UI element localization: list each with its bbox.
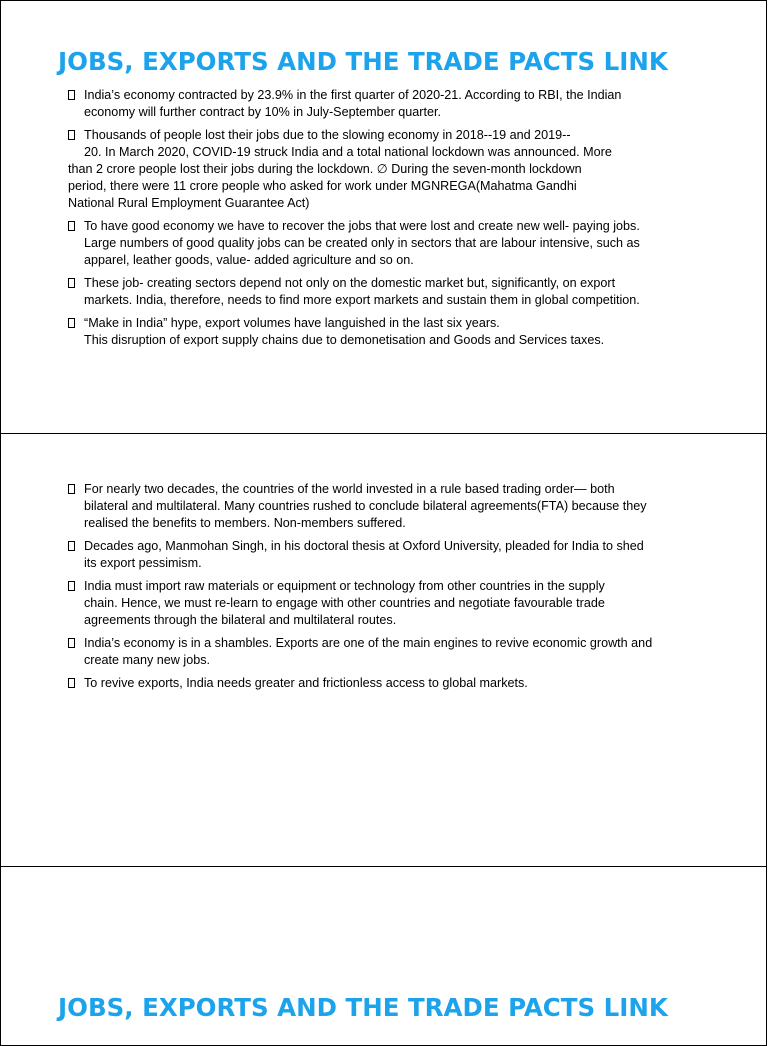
bullet-list	[68, 481, 718, 698]
bullet-line: “Make in India” hype, export volumes have languished in the last six years.	[84, 316, 500, 330]
bullet-box-icon	[68, 678, 75, 688]
bullet-line: To revive exports, India needs greater and frictionless access to global markets.	[84, 676, 528, 690]
bullet-item	[68, 675, 718, 692]
bullet-line: Large numbers of good quality jobs can be created only in sectors that are labour intensive, such as	[84, 236, 640, 250]
bullet-item	[68, 315, 718, 349]
slide-3	[0, 866, 767, 1046]
bullet-item	[68, 87, 718, 121]
bullet-item	[68, 538, 718, 572]
bullet-box-icon	[68, 130, 75, 140]
bullet-line: period, there were 11 crore people who asked for work under MGNREGA(Mahatma Gandhi	[68, 179, 577, 193]
bullet-line: India’s economy contracted by 23.9% in the first quarter of 2020-21. According to RBI, the Indian	[84, 88, 622, 102]
bullet-line: India must import raw materials or equipment or technology from other countries in the supply	[84, 579, 605, 593]
bullet-item	[68, 275, 718, 309]
bullet-line: create many new jobs.	[84, 653, 210, 667]
slide-title: JOBS, EXPORTS AND THE TRADE PACTS LINK	[58, 47, 668, 76]
bullet-line: Decades ago, Manmohan Singh, in his doctoral thesis at Oxford University, pleaded for India to shed	[84, 539, 644, 553]
bullet-item	[68, 578, 718, 629]
slide-1	[0, 0, 767, 434]
bullet-line: than 2 crore people lost their jobs during the lockdown. ∅ During the seven-month lockdown	[68, 162, 582, 176]
bullet-box-icon	[68, 318, 75, 328]
bullet-line: To have good economy we have to recover the jobs that were lost and create new well- paying jobs.	[84, 219, 640, 233]
bullet-line: These job- creating sectors depend not only on the domestic market but, significantly, on export	[84, 276, 616, 290]
bullet-item	[68, 218, 718, 269]
bullet-line: its export pessimism.	[84, 556, 202, 570]
bullet-box-icon	[68, 541, 75, 551]
bullet-line: Thousands of people lost their jobs due to the slowing economy in 2018--19 and 2019--	[84, 128, 571, 142]
bullet-line: bilateral and multilateral. Many countries rushed to conclude bilateral agreements(FTA) because they	[84, 499, 647, 513]
bullet-line: markets. India, therefore, needs to find more export markets and sustain them in global competition.	[84, 293, 640, 307]
bullet-item	[68, 481, 718, 532]
bullet-list	[68, 87, 718, 355]
bullet-line: National Rural Employment Guarantee Act)	[68, 196, 310, 210]
bullet-item	[68, 127, 718, 144]
bullet-box-icon	[68, 221, 75, 231]
bullet-line: realised the benefits to members. Non-members suffered.	[84, 516, 406, 530]
bullet-line: agreements through the bilateral and multilateral routes.	[84, 613, 397, 627]
bullet-line: chain. Hence, we must re-learn to engage with other countries and negotiate favourable trade	[84, 596, 605, 610]
bullet-box-icon	[68, 484, 75, 494]
bullet-line: apparel, leather goods, value- added agriculture and so on.	[84, 253, 414, 267]
bullet-line: For nearly two decades, the countries of the world invested in a rule based trading order— both	[84, 482, 615, 496]
bullet-line: This disruption of export supply chains due to demonetisation and Goods and Services taxes.	[84, 333, 605, 347]
bullet-item	[68, 635, 718, 669]
paragraph	[68, 144, 718, 212]
bullet-line: 20. In March 2020, COVID-19 struck India and a total national lockdown was announced. More	[84, 145, 612, 159]
bullet-box-icon	[68, 278, 75, 288]
bullet-line: economy will further contract by 10% in July-September quarter.	[84, 105, 441, 119]
bullet-box-icon	[68, 638, 75, 648]
bullet-line: India’s economy is in a shambles. Exports are one of the main engines to revive economic growth and	[84, 636, 653, 650]
bullet-box-icon	[68, 90, 75, 100]
slide-title: JOBS, EXPORTS AND THE TRADE PACTS LINK	[58, 993, 668, 1022]
slide-2	[0, 433, 767, 867]
bullet-box-icon	[68, 581, 75, 591]
